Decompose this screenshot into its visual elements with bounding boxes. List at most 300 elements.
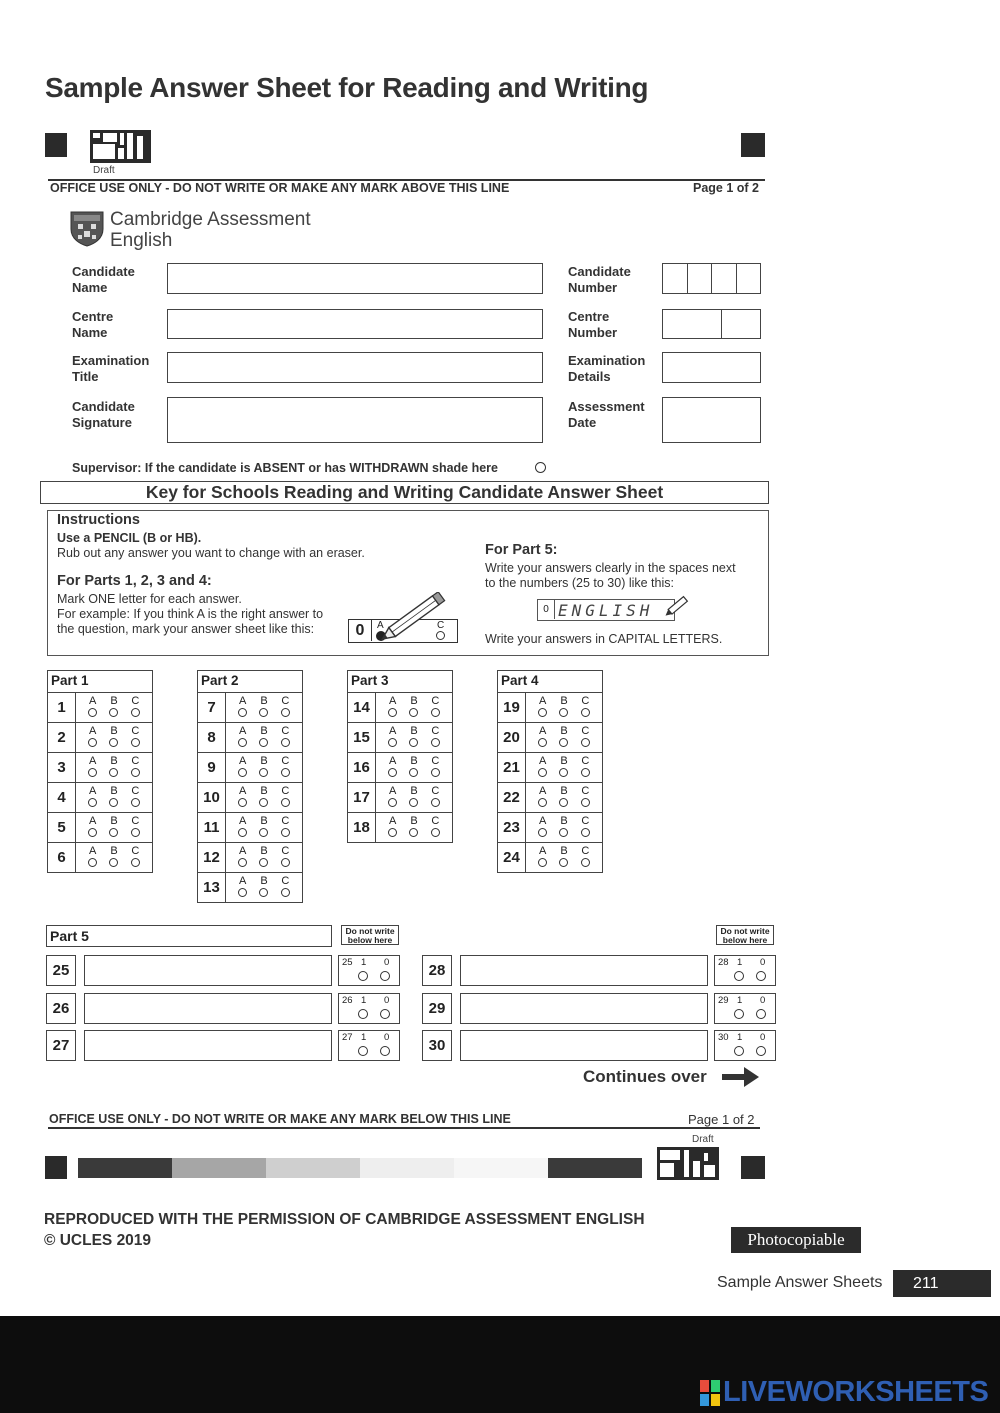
- option-c[interactable]: [281, 753, 290, 782]
- question-row: [198, 783, 302, 813]
- field-label-candidate-name: Candidate Name: [72, 264, 135, 295]
- answer-options: [76, 813, 152, 842]
- answer-bubble[interactable]: [538, 708, 547, 717]
- option-c[interactable]: [281, 723, 290, 752]
- question-number: 8: [198, 723, 226, 752]
- question-row: [498, 813, 602, 843]
- question-row: [198, 753, 302, 783]
- answer-bubble[interactable]: [409, 768, 418, 777]
- answer-bubble[interactable]: [388, 768, 397, 777]
- answer-bubble[interactable]: [581, 708, 590, 717]
- option-a[interactable]: [238, 693, 247, 722]
- part5-heading: For Part 5:: [485, 542, 558, 558]
- question-row: [48, 753, 152, 783]
- answer-bubble[interactable]: [88, 798, 97, 807]
- sheet-title-bar: [40, 481, 769, 504]
- answer-bubble[interactable]: [559, 858, 568, 867]
- example-letter-c: C: [437, 620, 445, 631]
- example-number: 0: [349, 620, 372, 641]
- mark-one-label: 1: [361, 957, 367, 968]
- question-number: 18: [348, 813, 376, 842]
- question-row: [348, 693, 452, 723]
- option-a[interactable]: [88, 753, 97, 782]
- option-letter: A: [388, 785, 397, 797]
- option-a[interactable]: [388, 813, 397, 842]
- mark-zero-bubble[interactable]: [756, 1046, 766, 1056]
- footer-section: Sample Answer Sheets: [717, 1274, 883, 1291]
- answer-options: [226, 693, 302, 722]
- examination-details-field[interactable]: [662, 352, 761, 383]
- mark-question-number: 28: [718, 957, 729, 968]
- instruction-rubout: Rub out any answer you want to change with an eraser.: [57, 546, 365, 560]
- option-b[interactable]: [109, 753, 118, 782]
- part2-heading: Part 2: [198, 671, 302, 693]
- option-letter: C: [281, 845, 290, 857]
- option-b[interactable]: [259, 783, 268, 812]
- option-letter: B: [110, 785, 118, 797]
- answer-bubble[interactable]: [238, 888, 247, 897]
- question-row: [348, 753, 452, 783]
- option-c[interactable]: [131, 843, 140, 872]
- field-label-assessment-date: Assessment Date: [568, 399, 645, 430]
- option-b[interactable]: [409, 783, 418, 812]
- option-letter: B: [560, 695, 568, 707]
- option-letter: A: [88, 755, 97, 767]
- option-letter: B: [410, 785, 418, 797]
- option-letter: A: [538, 845, 547, 857]
- answer-bubble[interactable]: [238, 858, 247, 867]
- answer-bubble[interactable]: [259, 798, 268, 807]
- answer-bubble[interactable]: [409, 708, 418, 717]
- answer-bubble[interactable]: [409, 798, 418, 807]
- answer-bubble[interactable]: [109, 708, 118, 717]
- option-letter: B: [410, 755, 418, 767]
- answer-bubble[interactable]: [388, 828, 397, 837]
- answer-bubble[interactable]: [109, 858, 118, 867]
- option-c[interactable]: [281, 843, 290, 872]
- option-b[interactable]: [259, 723, 268, 752]
- option-b[interactable]: [259, 753, 268, 782]
- candidate-name-field[interactable]: [167, 263, 543, 294]
- question-number: 21: [498, 753, 526, 782]
- option-c[interactable]: [581, 723, 590, 752]
- option-c[interactable]: [431, 813, 440, 842]
- option-letter: B: [260, 755, 268, 767]
- option-a[interactable]: [538, 783, 547, 812]
- mark-question-number: 30: [718, 1032, 729, 1043]
- answer-bubble[interactable]: [131, 708, 140, 717]
- option-letter: C: [431, 815, 440, 827]
- answer-bubble[interactable]: [431, 768, 440, 777]
- option-b[interactable]: [259, 693, 268, 722]
- supervisor-note: Supervisor: If the candidate is ABSENT or has WITHDRAWN shade here: [72, 461, 499, 475]
- answer-bubble[interactable]: [281, 888, 290, 897]
- answer-options: [526, 723, 602, 752]
- draft-label-top: Draft: [93, 165, 115, 176]
- centre-number-field[interactable]: [662, 309, 761, 339]
- registration-mark-top-left: [45, 133, 67, 157]
- office-line-bottom: [48, 1127, 760, 1129]
- mark-question-number: 27: [342, 1032, 353, 1043]
- option-a[interactable]: [238, 723, 247, 752]
- answer-bubble[interactable]: [131, 858, 140, 867]
- field-label-centre-number: Centre Number: [568, 309, 618, 340]
- answer-bubble[interactable]: [581, 858, 590, 867]
- answer-bubble[interactable]: [281, 738, 290, 747]
- question-number: 17: [348, 783, 376, 812]
- question-row: [198, 723, 302, 753]
- answer-bubble[interactable]: [388, 708, 397, 717]
- option-b[interactable]: [559, 813, 568, 842]
- answer-options: [526, 753, 602, 782]
- part5-answer-field[interactable]: [84, 1030, 332, 1061]
- option-letter: C: [581, 725, 590, 737]
- answer-bubble[interactable]: [281, 858, 290, 867]
- question-number: 11: [198, 813, 226, 842]
- option-b[interactable]: [259, 813, 268, 842]
- question-row: [198, 873, 302, 902]
- answer-bubble[interactable]: [131, 798, 140, 807]
- answer-bubble[interactable]: [559, 798, 568, 807]
- part5-question-number: 30: [422, 1030, 452, 1061]
- option-letter: B: [560, 815, 568, 827]
- question-number: 24: [498, 843, 526, 872]
- option-c[interactable]: [431, 783, 440, 812]
- page-label-bottom: Page 1 of 2: [688, 1112, 755, 1127]
- option-c[interactable]: [281, 783, 290, 812]
- question-number: 19: [498, 693, 526, 722]
- examination-title-field[interactable]: [167, 352, 543, 383]
- option-letter: A: [538, 725, 547, 737]
- option-letter: A: [88, 695, 97, 707]
- mark-one-bubble[interactable]: [358, 971, 368, 981]
- option-b[interactable]: [109, 723, 118, 752]
- option-letter: B: [110, 755, 118, 767]
- question-number: 10: [198, 783, 226, 812]
- option-a[interactable]: [388, 693, 397, 722]
- mark-zero-bubble[interactable]: [756, 971, 766, 981]
- centre-name-field[interactable]: [167, 309, 543, 339]
- question-number: 5: [48, 813, 76, 842]
- answer-bubble[interactable]: [281, 798, 290, 807]
- option-b[interactable]: [409, 813, 418, 842]
- option-c[interactable]: [581, 753, 590, 782]
- option-c[interactable]: [581, 813, 590, 842]
- option-a[interactable]: [538, 813, 547, 842]
- mark-zero-label: 0: [760, 1032, 766, 1043]
- answer-options: [526, 693, 602, 722]
- part5-answer-field[interactable]: [460, 955, 708, 986]
- mark-zero-bubble[interactable]: [380, 1009, 390, 1019]
- part5-answer-field[interactable]: [84, 993, 332, 1024]
- option-letter: B: [410, 815, 418, 827]
- question-number: 4: [48, 783, 76, 812]
- mark-zero-bubble[interactable]: [380, 1046, 390, 1056]
- option-a[interactable]: [538, 753, 547, 782]
- option-a[interactable]: [238, 813, 247, 842]
- option-c[interactable]: [431, 753, 440, 782]
- answer-bubble[interactable]: [409, 738, 418, 747]
- answer-options: [76, 783, 152, 812]
- question-number: 15: [348, 723, 376, 752]
- page-title: Sample Answer Sheet for Reading and Writing: [45, 72, 649, 103]
- answer-bubble[interactable]: [259, 768, 268, 777]
- answer-bubble[interactable]: [431, 708, 440, 717]
- part5-answer-field[interactable]: [460, 993, 708, 1024]
- option-letter: B: [260, 875, 268, 887]
- answer-bubble[interactable]: [109, 768, 118, 777]
- field-label-candidate-number: Candidate Number: [568, 264, 631, 295]
- option-a[interactable]: [88, 783, 97, 812]
- option-b[interactable]: [109, 693, 118, 722]
- option-letter: A: [538, 695, 547, 707]
- option-a[interactable]: [388, 783, 397, 812]
- logo-line1: Cambridge Assessment: [110, 209, 311, 230]
- option-c[interactable]: [131, 813, 140, 842]
- absent-bubble[interactable]: [535, 462, 546, 473]
- answer-bubble[interactable]: [559, 768, 568, 777]
- answer-bubble[interactable]: [109, 738, 118, 747]
- option-a[interactable]: [388, 753, 397, 782]
- option-letter: A: [238, 725, 247, 737]
- answer-bubble[interactable]: [431, 738, 440, 747]
- mark-one-bubble[interactable]: [358, 1046, 368, 1056]
- question-number: 3: [48, 753, 76, 782]
- option-letter: A: [88, 815, 97, 827]
- option-b[interactable]: [559, 843, 568, 872]
- answer-bubble[interactable]: [281, 768, 290, 777]
- option-letter: A: [238, 695, 247, 707]
- liveworksheets-watermark: LIVEWORKSHEETS: [723, 1376, 989, 1408]
- option-b[interactable]: [409, 753, 418, 782]
- answer-bubble[interactable]: [238, 798, 247, 807]
- answer-bubble[interactable]: [109, 798, 118, 807]
- option-c[interactable]: [131, 693, 140, 722]
- part5-question-number: 26: [46, 993, 76, 1024]
- option-letter: B: [260, 725, 268, 737]
- mark-one-bubble[interactable]: [358, 1009, 368, 1019]
- answer-options: [76, 693, 152, 722]
- option-a[interactable]: [538, 693, 547, 722]
- option-letter: C: [281, 755, 290, 767]
- option-letter: A: [388, 755, 397, 767]
- answer-bubble[interactable]: [259, 858, 268, 867]
- mark-one-bubble[interactable]: [734, 1009, 744, 1019]
- option-b[interactable]: [109, 843, 118, 872]
- option-c[interactable]: [131, 783, 140, 812]
- answer-options: [526, 783, 602, 812]
- answer-bubble[interactable]: [131, 738, 140, 747]
- answer-options: [376, 723, 452, 752]
- answer-options: [376, 783, 452, 812]
- answer-bubble[interactable]: [259, 828, 268, 837]
- answer-bubble[interactable]: [259, 738, 268, 747]
- option-a[interactable]: [238, 783, 247, 812]
- examiner-mark-box: [338, 1030, 400, 1061]
- answer-bubble[interactable]: [581, 798, 590, 807]
- question-row: [498, 783, 602, 813]
- answer-bubble[interactable]: [131, 768, 140, 777]
- option-b[interactable]: [259, 843, 268, 872]
- answer-bubble[interactable]: [581, 828, 590, 837]
- part5-line1: Write your answers clearly in the spaces next: [485, 561, 736, 575]
- parts14-heading: For Parts 1, 2, 3 and 4:: [57, 573, 212, 589]
- answer-bubble[interactable]: [259, 708, 268, 717]
- part3-heading: Part 3: [348, 671, 452, 693]
- option-a[interactable]: [538, 843, 547, 872]
- option-b[interactable]: [109, 783, 118, 812]
- option-a[interactable]: [88, 843, 97, 872]
- answer-bubble[interactable]: [388, 798, 397, 807]
- answer-bubble[interactable]: [281, 828, 290, 837]
- option-c[interactable]: [581, 783, 590, 812]
- option-b[interactable]: [109, 813, 118, 842]
- answer-bubble[interactable]: [281, 708, 290, 717]
- answer-bubble[interactable]: [431, 798, 440, 807]
- option-c[interactable]: [281, 693, 290, 722]
- answer-bubble[interactable]: [538, 798, 547, 807]
- option-letter: B: [410, 725, 418, 737]
- answer-bubble[interactable]: [581, 768, 590, 777]
- parts14-line2: For example: If you think A is the right answer to: [57, 607, 324, 621]
- examiner-mark-box: [714, 993, 776, 1024]
- answer-bubble[interactable]: [88, 738, 97, 747]
- answer-bubble[interactable]: [238, 828, 247, 837]
- answer-bubble[interactable]: [88, 828, 97, 837]
- field-label-examination-details: Examination Details: [568, 353, 646, 384]
- answer-bubble[interactable]: [131, 828, 140, 837]
- option-b[interactable]: [559, 753, 568, 782]
- option-c[interactable]: [281, 873, 290, 902]
- answer-bubble[interactable]: [88, 708, 97, 717]
- answer-bubble[interactable]: [88, 858, 97, 867]
- mark-one-label: 1: [361, 995, 367, 1006]
- answer-bubble[interactable]: [431, 828, 440, 837]
- question-row: [48, 783, 152, 813]
- continues-over: Continues over: [583, 1067, 707, 1086]
- answer-bubble[interactable]: [238, 708, 247, 717]
- mark-one-label: 1: [737, 1032, 743, 1043]
- option-letter: A: [238, 785, 247, 797]
- option-letter: B: [410, 695, 418, 707]
- candidate-number-field[interactable]: [662, 263, 761, 294]
- option-b[interactable]: [409, 693, 418, 722]
- option-letter: C: [581, 845, 590, 857]
- option-b[interactable]: [409, 723, 418, 752]
- field-label-centre-name: Centre Name: [72, 309, 114, 340]
- option-c[interactable]: [581, 843, 590, 872]
- mark-zero-bubble[interactable]: [380, 971, 390, 981]
- option-letter: A: [538, 815, 547, 827]
- answer-bubble[interactable]: [88, 768, 97, 777]
- option-b[interactable]: [559, 693, 568, 722]
- part5-answer-field[interactable]: [84, 955, 332, 986]
- candidate-signature-field[interactable]: [167, 397, 543, 443]
- mark-zero-label: 0: [384, 1032, 390, 1043]
- option-letter: C: [281, 875, 290, 887]
- option-c[interactable]: [581, 693, 590, 722]
- option-b[interactable]: [559, 723, 568, 752]
- question-row: [48, 693, 152, 723]
- mark-zero-bubble[interactable]: [756, 1009, 766, 1019]
- answer-options: [76, 843, 152, 872]
- answer-bubble[interactable]: [559, 708, 568, 717]
- answer-bubble[interactable]: [559, 828, 568, 837]
- answer-bubble[interactable]: [238, 738, 247, 747]
- registration-mark-bottom-left: [45, 1156, 67, 1179]
- option-letter: C: [131, 815, 140, 827]
- option-c[interactable]: [281, 813, 290, 842]
- option-letter: C: [281, 815, 290, 827]
- question-number: 16: [348, 753, 376, 782]
- option-a[interactable]: [238, 753, 247, 782]
- answer-bubble[interactable]: [538, 738, 547, 747]
- option-letter: A: [538, 785, 547, 797]
- answer-options: [376, 753, 452, 782]
- option-a[interactable]: [88, 693, 97, 722]
- dnw-left-l1: Do not write: [345, 926, 395, 936]
- option-c[interactable]: [431, 693, 440, 722]
- option-letter: B: [560, 845, 568, 857]
- option-letter: B: [110, 815, 118, 827]
- option-b[interactable]: [259, 873, 268, 902]
- answer-bubble[interactable]: [109, 828, 118, 837]
- mark-one-bubble[interactable]: [734, 971, 744, 981]
- answer-bubble[interactable]: [538, 768, 547, 777]
- logo-line2: English: [110, 230, 173, 251]
- option-c[interactable]: [431, 723, 440, 752]
- option-a[interactable]: [238, 873, 247, 902]
- option-a[interactable]: [238, 843, 247, 872]
- assessment-date-field[interactable]: [662, 397, 761, 443]
- answer-options: [226, 783, 302, 812]
- answer-bubble[interactable]: [538, 858, 547, 867]
- answer-options: [376, 813, 452, 842]
- mark-one-bubble[interactable]: [734, 1046, 744, 1056]
- mark-question-number: 29: [718, 995, 729, 1006]
- examiner-mark-box: [338, 955, 400, 986]
- option-a[interactable]: [538, 723, 547, 752]
- question-row: [348, 783, 452, 813]
- answer-bubble[interactable]: [538, 828, 547, 837]
- answer-bubble[interactable]: [388, 738, 397, 747]
- page-label-top: Page 1 of 2: [693, 181, 759, 195]
- option-a[interactable]: [88, 723, 97, 752]
- example-zero: 0: [538, 600, 555, 619]
- answer-bubble[interactable]: [409, 828, 418, 837]
- office-line-top: [48, 179, 765, 181]
- part5-answer-field[interactable]: [460, 1030, 708, 1061]
- answer-bubble[interactable]: [559, 738, 568, 747]
- option-c[interactable]: [131, 753, 140, 782]
- question-number: 14: [348, 693, 376, 722]
- barcode-bottom: [657, 1147, 719, 1180]
- answer-bubble[interactable]: [581, 738, 590, 747]
- option-letter: C: [281, 785, 290, 797]
- answer-bubble[interactable]: [238, 768, 247, 777]
- question-row: [348, 813, 452, 842]
- instructions-heading: Instructions: [57, 512, 140, 528]
- answer-bubble[interactable]: [259, 888, 268, 897]
- question-row: [48, 723, 152, 753]
- option-a[interactable]: [88, 813, 97, 842]
- option-b[interactable]: [559, 783, 568, 812]
- option-letter: B: [110, 695, 118, 707]
- dnw-right-l2: below here: [722, 935, 768, 945]
- option-a[interactable]: [388, 723, 397, 752]
- option-letter: A: [388, 725, 397, 737]
- option-c[interactable]: [131, 723, 140, 752]
